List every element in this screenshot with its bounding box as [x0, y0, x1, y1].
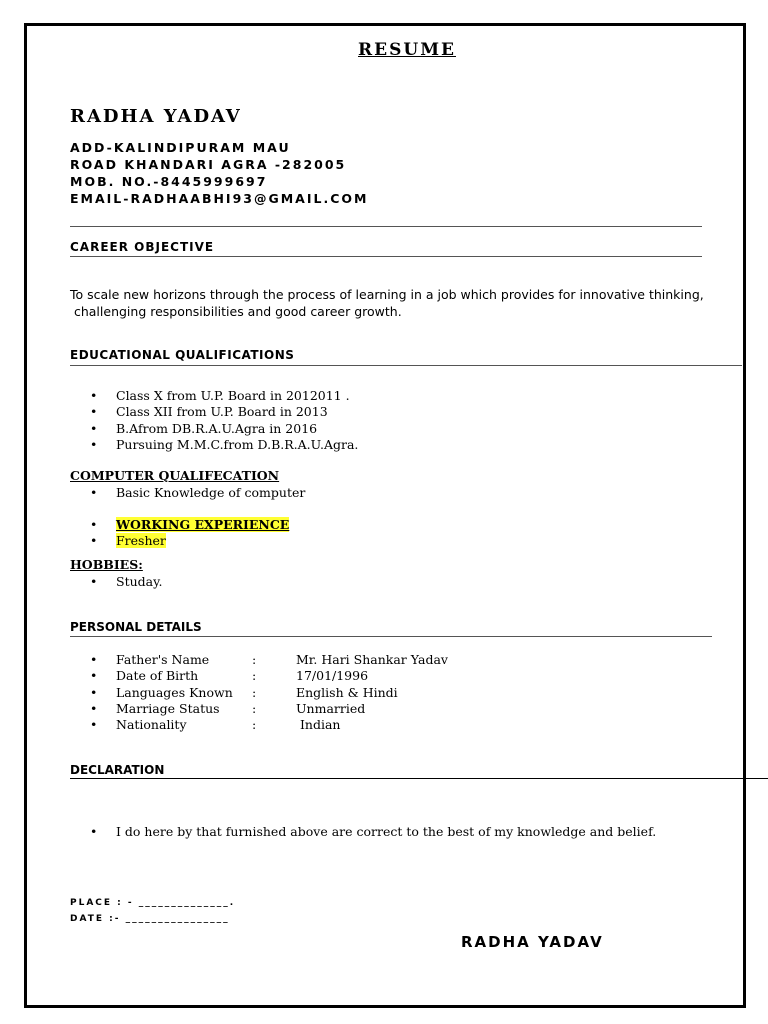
place-field: PLACE : - ______________.: [70, 898, 236, 908]
detail-key: Languages Known: [116, 684, 233, 700]
table-row: [90, 652, 448, 668]
detail-separator: :: [252, 700, 257, 716]
address-line-1: ADD-KALINDIPURAM MAU: [70, 140, 291, 155]
table-row: [90, 717, 448, 733]
detail-key: Nationality: [116, 717, 187, 733]
divider: [70, 365, 742, 366]
declaration-heading: DECLARATION: [70, 763, 165, 777]
list-item: • Studay.: [90, 574, 162, 590]
hobbies-list: [90, 574, 162, 590]
list-item: • B.Afrom DB.R.A.U.Agra in 2016: [90, 421, 358, 437]
experience-list: [90, 517, 289, 550]
divider: [70, 226, 702, 227]
detail-value: Indian: [296, 717, 341, 733]
list-item: • Basic Knowledge of computer: [90, 485, 305, 501]
detail-key: Father's Name: [116, 652, 210, 667]
list-item: [90, 517, 289, 533]
table-row: [90, 701, 448, 717]
detail-value: 17/01/1996: [296, 668, 369, 684]
detail-key: Marriage Status: [116, 700, 220, 716]
personal-details-list: [90, 652, 448, 733]
date-field: DATE :- ________________: [70, 914, 230, 924]
address-line-2: ROAD KHANDARI AGRA -282005: [70, 157, 347, 172]
table-row: [90, 668, 448, 684]
career-objective-line-1: To scale new horizons through the process of learning in a job which provides for innovative thinking,: [70, 287, 704, 302]
table-row: [90, 685, 448, 701]
personal-details-heading: PERSONAL DETAILS: [70, 620, 202, 634]
list-item: • I do here by that furnished above are correct to the best of my knowledge and belief.: [90, 824, 656, 840]
hobbies-heading: HOBBIES:: [70, 557, 143, 572]
list-item: • Class X from U.P. Board in 2012011 .: [90, 388, 358, 404]
page-title: RESUME: [358, 40, 456, 60]
list-item: • Class XII from U.P. Board in 2013: [90, 404, 358, 420]
detail-separator: :: [252, 668, 257, 684]
computer-heading: COMPUTER QUALIFECATION: [70, 468, 280, 483]
divider: [70, 636, 712, 637]
detail-value: Unmarried: [296, 700, 366, 716]
experience-heading: WORKING EXPERIENCE: [116, 517, 290, 532]
list-item: [90, 533, 289, 549]
career-objective-heading: CAREER OBJECTIVE: [70, 240, 215, 254]
signature-name: RADHA YADAV: [461, 933, 604, 951]
career-objective-line-2: challenging responsibilities and good career growth.: [70, 304, 402, 319]
detail-separator: :: [252, 684, 257, 700]
divider: [70, 256, 702, 257]
detail-key: Date of Birth: [116, 668, 199, 684]
education-heading: EDUCATIONAL QUALIFICATIONS: [70, 348, 295, 362]
candidate-name: RADHA YADAV: [70, 106, 242, 127]
education-list: [90, 388, 358, 453]
divider: [70, 778, 768, 779]
detail-value: Mr. Hari Shankar Yadav: [296, 652, 448, 667]
experience-value: Fresher: [116, 533, 166, 549]
declaration-list: [90, 824, 656, 840]
mobile-number: MOB. NO.-8445999697: [70, 174, 268, 189]
computer-list: [90, 485, 305, 501]
list-item: • Pursuing M.M.C.from D.B.R.A.U.Agra.: [90, 437, 358, 453]
email-address: EMAIL-RADHAABHI93@GMAIL.COM: [70, 191, 369, 206]
detail-separator: :: [252, 717, 257, 733]
detail-value: English & Hindi: [296, 684, 398, 700]
detail-separator: :: [252, 652, 257, 667]
